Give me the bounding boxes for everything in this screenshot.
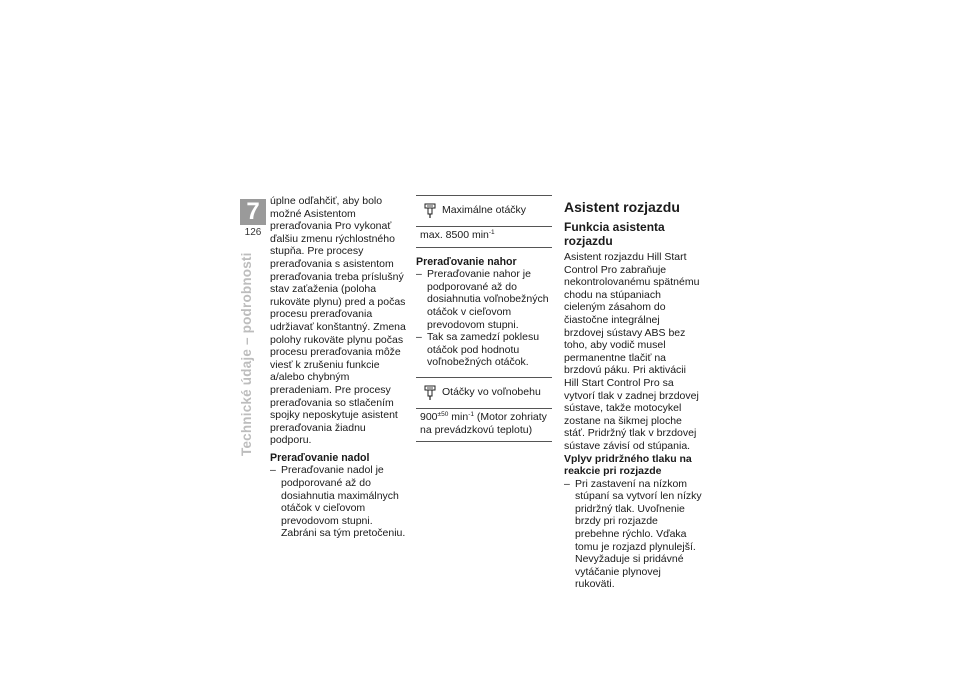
section-heading: Vplyv pridržného tlaku na reakcie pri rozjazde [564,452,692,478]
spec-label: Otáčky vo voľnobehu [442,385,541,398]
column-1 [270,195,408,540]
section-heading: Preraďovanie nahor [416,255,517,268]
bullet-list [564,478,702,591]
list-item: – Tak sa zamedzí poklesu otáčok pod hodnotu voľnobežných otáčok. [416,331,552,369]
spec-box-max-rpm [416,195,552,248]
list-item: – Preraďovanie nahor je podporované až do dosiahnutia voľnobežných otáčok v cieľovom prevodovom stupni. [416,268,552,331]
spec-label: Maximálne otáčky [442,204,527,216]
paragraph: Asistent rozjazdu Hill Start Control Pro zabraňuje nekontrolovanému spätnému chodu na stúpaniach cieleným zásahom do čiastočne integrálnej brzdovej sústavy ABS bez toho, aby vodič musel permanentne tlačiť na brzdovú páku. Pri aktivácii Hill Start Control Pro sa vytvorí tlak v zadnej brzdovej sústave, takže motocykel zostane na šikmej ploche stáť. Pridržný tlak v brzdovej sústave závisí od stúpania. [564,251,700,452]
section-title: Asistent rozjazdu [564,199,680,215]
section-subtitle: Funkcia asistenta rozjazdu [564,220,665,248]
spec-value: $900^{\pm 50}$ $\min^{-1}$ (Motor zohriaty na prevádzkovú teplotu) [420,410,547,436]
column-3 [564,195,702,591]
chapter-marker [240,199,266,238]
bullet-list [416,268,552,369]
chapter-title: Technické údaje – podrobnosti [239,252,254,456]
engine-speed-icon [424,203,436,223]
column-2 [416,195,552,442]
page-number: 126 [244,227,262,238]
bullet-list [270,464,408,540]
engine-speed-icon [424,385,436,405]
spec-value: max. 8500 $\min^{-1}$ [420,229,495,241]
list-item: – Preraďovanie nadol je podporované až do dosiahnutia maximálnych otáčok v cieľovom prevodovom stupni. Zabráni sa tým pretočeniu. [270,464,408,540]
chapter-number: 7 [240,199,266,225]
section-heading: Preraďovanie nadol [270,451,370,464]
spec-box-idle-rpm [416,377,552,442]
list-item: – Pri zastavení na nízkom stúpaní sa vytvorí len nízky pridržný tlak. Uvoľnenie brzdy pri rozjazde prebehne rýchlo. Vďaka tomu je rozjazd plynulejší. Nevyžaduje si pridávné vytáčanie plynovej rukoväti. [564,478,702,591]
paragraph: úplne odľahčiť, aby bolo možné Asistentom preraďovania Pro vykonať ďalšiu zmenu rýchlostného stupňa. Pre procesy preraďovania s asistentom preraďovania treba príslušný stav zaťaženia (poloha rukoväte plynu) pred a počas procesu preraďovania udržiavať konštantný. Zmena polohy rukoväte plynu počas procesu preraďovania môže viesť k zrušeniu funkcie a/alebo chybným preradeniam. Pre procesy preraďovania so stlačením spojky neposkytuje asistent preraďovania žiadnu podporu. [270,195,406,447]
